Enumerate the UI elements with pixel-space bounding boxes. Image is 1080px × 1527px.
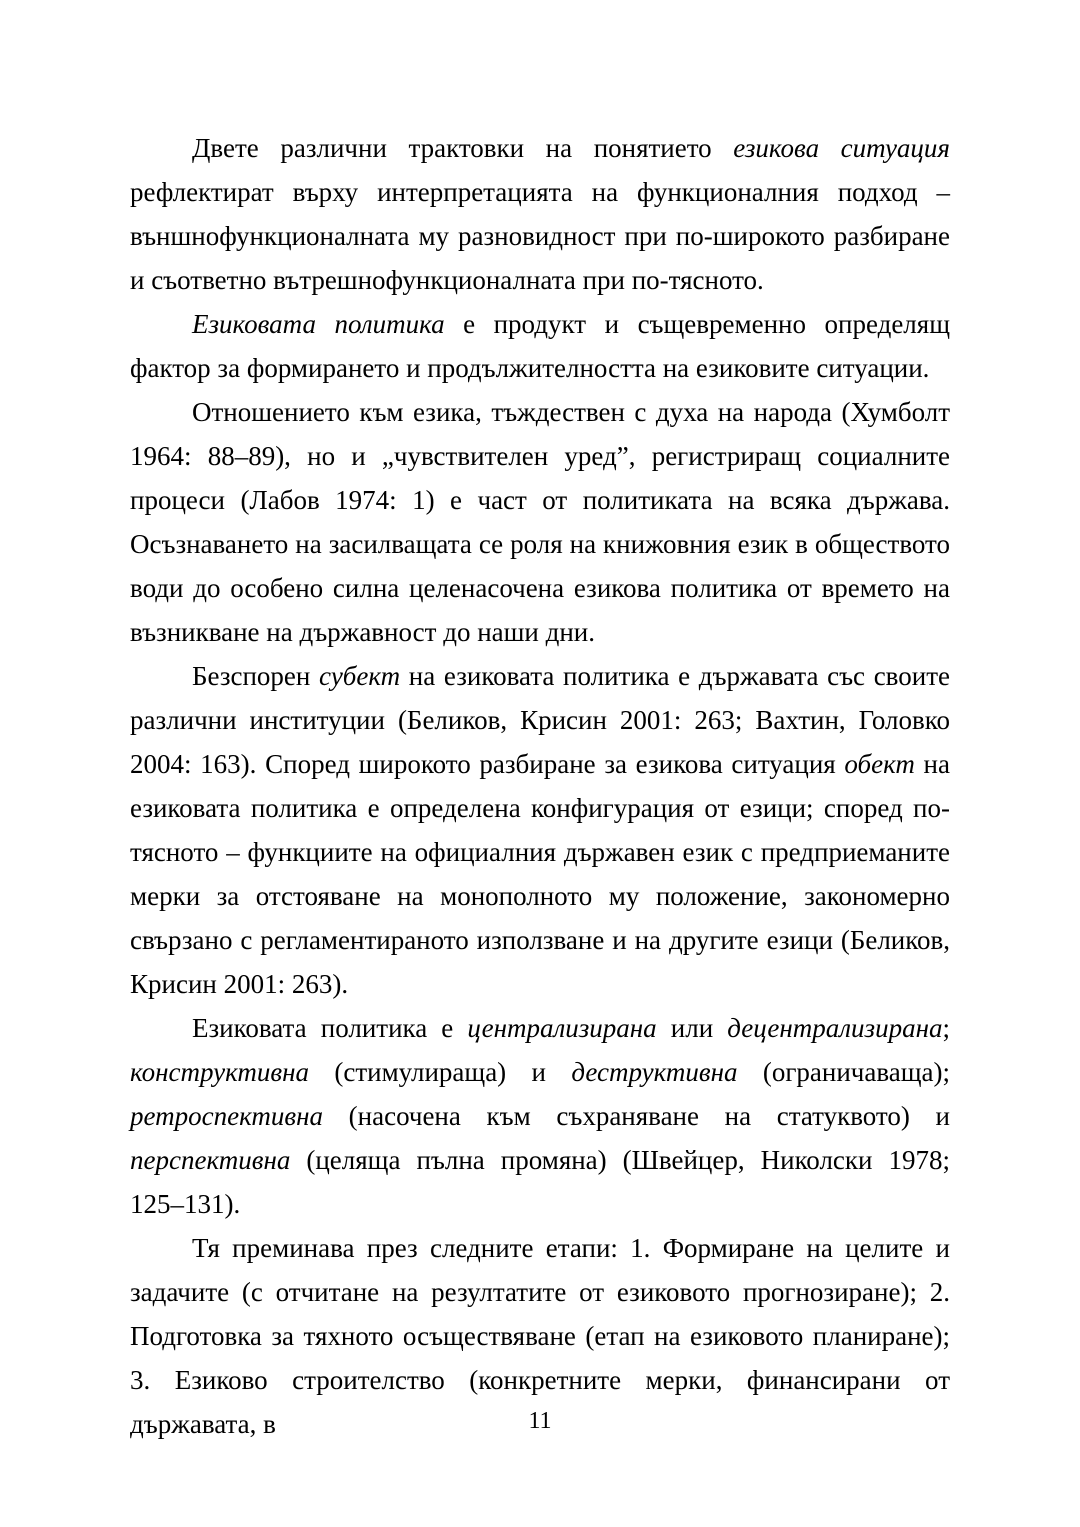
text-run: рефлектират върху интерпретацията на функционалния подход – външнофункционалната му разновидност при по-широкото разбиране и съответно вътрешнофункционалната при по-тясното.	[130, 177, 950, 295]
italic-text-run: субект	[319, 661, 401, 691]
italic-text-run: обект	[844, 749, 915, 779]
text-run: Безспорен	[192, 661, 320, 691]
text-run: (стимулираща) и	[309, 1057, 572, 1087]
paragraph	[130, 1006, 950, 1226]
italic-text-run: деструктивна	[571, 1057, 738, 1087]
text-run: Тя преминава през следните етапи: 1. Формиране на целите и задачите (с отчитане на резултатите от езиковото прогнозиране); 2. Подготовка за тяхното осъществяване (етап на езиковото планиране); 3. Езиково строителство (конкретните мерки, финансирани от държавата, в	[130, 1233, 950, 1439]
italic-text-run: децентрализирана	[727, 1013, 943, 1043]
italic-text-run: езикова ситуация	[733, 133, 950, 163]
text-run: (целяща пълна промяна) (Швейцер, Николски 1978; 125–131).	[130, 1145, 950, 1219]
paragraph	[130, 654, 950, 1006]
italic-text-run: конструктивна	[130, 1057, 309, 1087]
italic-text-run: ретроспективна	[130, 1101, 323, 1131]
document-body	[130, 126, 950, 1446]
text-run: (ограничаваща);	[737, 1057, 951, 1087]
paragraph	[130, 390, 950, 654]
page-number: 11	[528, 1408, 552, 1434]
italic-text-run: централизирана	[467, 1013, 657, 1043]
text-run: ;	[942, 1013, 951, 1043]
text-run: Езиковата политика е	[192, 1013, 468, 1043]
text-run: на езиковата политика е държавата със своите различни институции (Беликов, Крисин 2001: 263; Вахтин, Головко 2004: 163). Според широкото разбиране за езикова ситуация	[130, 661, 950, 779]
text-run: или	[656, 1013, 728, 1043]
text-run: е продукт и същевременно определящ фактор за формирането и продължителността на езиковите ситуации.	[130, 309, 950, 383]
paragraph	[130, 302, 950, 390]
text-run: Двете различни трактовки на понятието	[192, 133, 734, 163]
text-run: (насочена към съхраняване на статуквото) и	[322, 1101, 950, 1131]
italic-text-run: Езиковата политика	[192, 309, 445, 339]
paragraph	[130, 126, 950, 302]
italic-text-run: перспективна	[130, 1145, 291, 1175]
text-run: на езиковата политика е определена конфигурация от езици; според по-тясното – функциите на официалния държавен език с предприеманите мерки за отстояване на монополното му положение, закономерно свързано с регламентираното използване и на другите езици (Беликов, Крисин 2001: 263).	[130, 749, 950, 999]
text-run: Отношението към езика, тъждествен с духа на народа (Хумболт 1964: 88–89), но и „чувствителен уред”, регистриращ социалните процеси (Лабов 1974: 1) е част от политиката на всяка държава. Осъзнаването на засилващата се роля на книжовния език в обществото води до особено силна целенасочена езикова политика от времето на възникване на държавност до наши дни.	[130, 397, 950, 647]
